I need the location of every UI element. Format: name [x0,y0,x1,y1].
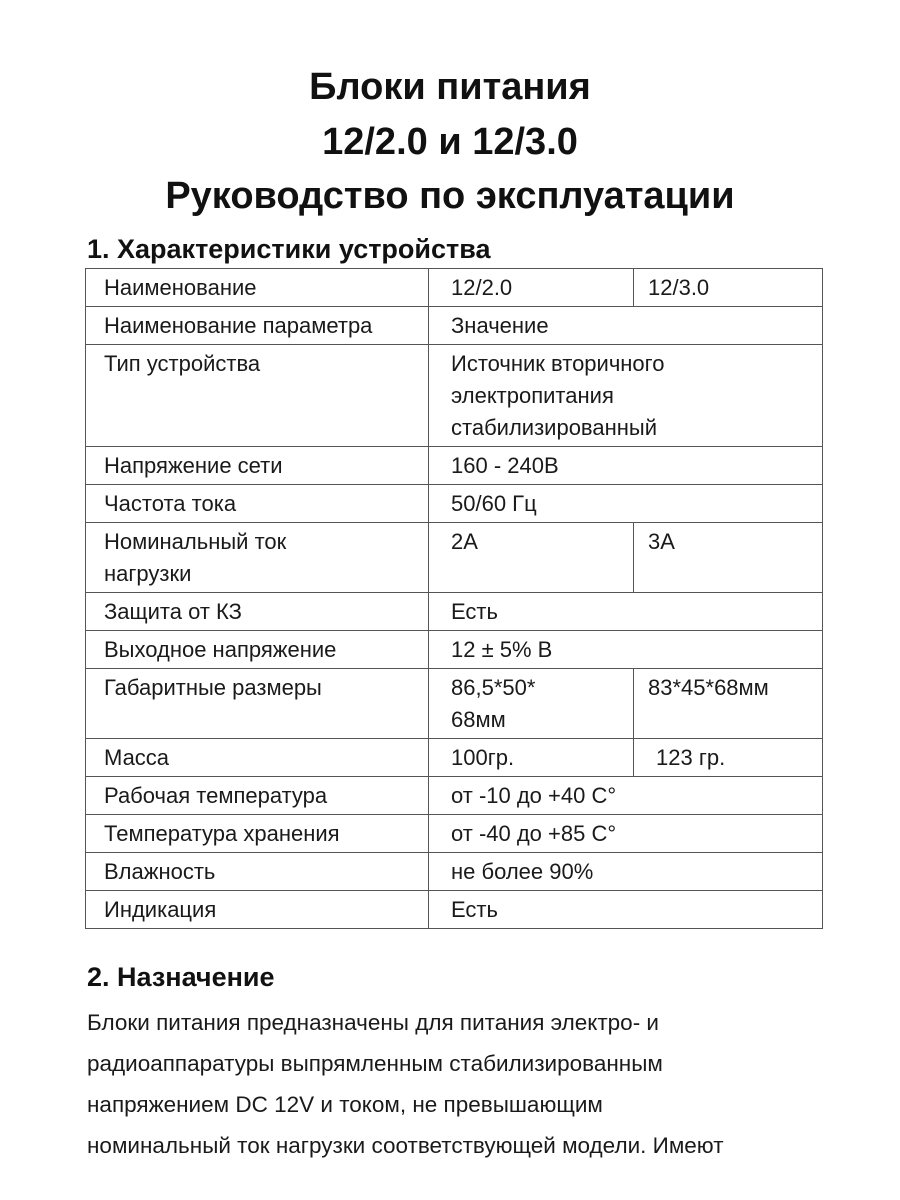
cell-param-value: 160 - 240В [429,447,823,485]
paragraph-line: радиоаппаратуры выпрямленным стабилизированным [87,1051,663,1076]
cell-param-value: 50/60 Гц [429,485,823,523]
cell-param-value: не более 90% [429,853,823,891]
table-row-indication [86,891,823,929]
table-row-output-voltage [86,631,823,669]
document-title: Блоки питания [309,66,591,108]
cell-param-name: Напряжение сети [86,447,429,485]
cell-value-model-2: 83*45*68мм [634,669,823,739]
cell-param-name: Влажность [86,853,429,891]
cell-param-name: Выходное напряжение [86,631,429,669]
cell-param-value: от -10 до +40 С° [429,777,823,815]
table-row-param-header [86,307,823,345]
document-subtitle-models: 12/2.0 и 12/3.0 [322,121,578,163]
cell-param-name-header: Наименование параметра [86,307,429,345]
dimensions-value-1-text: 86,5*50* 68мм [451,675,536,732]
cell-param-value [429,345,823,447]
cell-value-model-2: 3А [634,523,823,593]
table-row-header [86,269,823,307]
rated-current-name-text: Номинальный ток нагрузки [104,529,287,586]
table-row-humidity [86,853,823,891]
table-row-operating-temp [86,777,823,815]
cell-name-header: Наименование [86,269,429,307]
section-heading-purpose: 2. Назначение [87,962,275,992]
table-row-mains-voltage [86,447,823,485]
cell-param-name: Тип устройства [86,345,429,447]
cell-param-name: Масса [86,739,429,777]
table-row-rated-current [86,523,823,593]
table-row-storage-temp [86,815,823,853]
cell-param-name: Температура хранения [86,815,429,853]
cell-value-model-2: 123 гр. [634,739,823,777]
cell-param-name: Габаритные размеры [86,669,429,739]
cell-value-model-1: 2А [429,523,634,593]
table-row-dimensions [86,669,823,739]
cell-param-value: 12 ± 5% В [429,631,823,669]
cell-model-1: 12/2.0 [429,269,634,307]
paragraph-line: Блоки питания предназначены для питания электро- и [87,1010,660,1035]
paragraph-line: напряжением DC 12V и током, не превышающим [87,1092,603,1117]
cell-param-value: Есть [429,891,823,929]
cell-param-name: Рабочая температура [86,777,429,815]
specifications-table [85,268,823,929]
table-row-device-type [86,345,823,447]
document-subtitle-manual: Руководство по эксплуатации [165,175,735,217]
cell-value-model-1: 100гр. [429,739,634,777]
cell-param-name [86,523,429,593]
cell-param-value-header: Значение [429,307,823,345]
paragraph-line: номинальный ток нагрузки соответствующей модели. Имеют [87,1133,724,1158]
cell-model-2: 12/3.0 [634,269,823,307]
cell-param-value: Есть [429,593,823,631]
cell-param-name: Защита от КЗ [86,593,429,631]
cell-param-name: Частота тока [86,485,429,523]
cell-param-value: от -40 до +85 С° [429,815,823,853]
table-row-short-circuit [86,593,823,631]
cell-param-name: Индикация [86,891,429,929]
table-row-mass [86,739,823,777]
table-row-frequency [86,485,823,523]
purpose-paragraph [87,1002,847,1166]
cell-value-model-1 [429,669,634,739]
device-type-value-text: Источник вторичного электропитания стабилизированный [451,351,665,440]
section-heading-characteristics: 1. Характеристики устройства [87,234,491,264]
